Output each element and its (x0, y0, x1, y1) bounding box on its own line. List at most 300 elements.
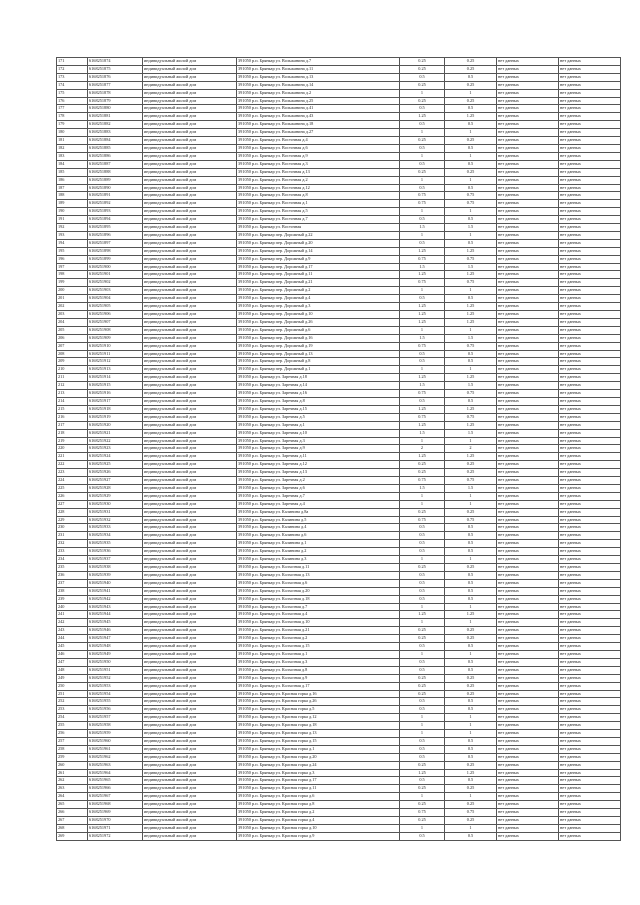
row-number-cell: 179 (57, 121, 88, 129)
object-address-cell: 391050 р.п. Брянкар ул. Вольжанина д.27 (237, 129, 400, 137)
table-row (57, 397, 621, 405)
status-2-cell: нет данных (559, 231, 621, 239)
value-1-cell: 0.25 (400, 97, 445, 105)
row-number-cell: 215 (57, 405, 88, 413)
object-code-cell: 6168251901 (88, 271, 143, 279)
object-address-cell: 391050 р.п. Брянкар ул. Вольжанина д.13 (237, 73, 400, 81)
object-code-cell: 6168251945 (88, 619, 143, 627)
value-1-cell: 0.5 (400, 144, 445, 152)
object-code-cell: 6168251885 (88, 144, 143, 152)
value-1-cell: 0.5 (400, 753, 445, 761)
table-row (57, 271, 621, 279)
table-row (57, 753, 621, 761)
value-2-cell: 1 (445, 231, 497, 239)
status-2-cell: нет данных (559, 168, 621, 176)
object-address-cell: 391050 р.п. Брянкар ул. Красная горка д.11 (237, 785, 400, 793)
row-number-cell: 259 (57, 753, 88, 761)
row-number-cell: 182 (57, 144, 88, 152)
object-type-cell: индивидуальный жилой дом (143, 429, 237, 437)
object-code-cell: 6168251900 (88, 263, 143, 271)
row-number-cell: 242 (57, 619, 88, 627)
table-row (57, 239, 621, 247)
value-1-cell: 0.25 (400, 627, 445, 635)
table-row (57, 650, 621, 658)
value-2-cell: 1 (445, 650, 497, 658)
table-row (57, 643, 621, 651)
table-row (57, 121, 621, 129)
row-number-cell: 214 (57, 397, 88, 405)
row-number-cell: 177 (57, 105, 88, 113)
status-2-cell: нет данных (559, 176, 621, 184)
object-code-cell: 6168251916 (88, 390, 143, 398)
object-code-cell: 6168251956 (88, 706, 143, 714)
status-1-cell: нет данных (497, 524, 559, 532)
status-1-cell: нет данных (497, 73, 559, 81)
object-type-cell: индивидуальный жилой дом (143, 508, 237, 516)
status-1-cell: нет данных (497, 405, 559, 413)
value-1-cell: 1 (400, 231, 445, 239)
object-type-cell: индивидуальный жилой дом (143, 263, 237, 271)
status-2-cell: нет данных (559, 121, 621, 129)
status-2-cell: нет данных (559, 619, 621, 627)
value-1-cell: 1.25 (400, 405, 445, 413)
row-number-cell: 226 (57, 492, 88, 500)
status-2-cell: нет данных (559, 279, 621, 287)
value-1-cell: 0.5 (400, 643, 445, 651)
status-2-cell: нет данных (559, 682, 621, 690)
object-code-cell: 6168251969 (88, 809, 143, 817)
row-number-cell: 191 (57, 216, 88, 224)
status-1-cell: нет данных (497, 208, 559, 216)
status-2-cell: нет данных (559, 809, 621, 817)
object-type-cell: индивидуальный жилой дом (143, 619, 237, 627)
table-row (57, 168, 621, 176)
status-1-cell: нет данных (497, 769, 559, 777)
status-2-cell: нет данных (559, 113, 621, 121)
object-type-cell: индивидуальный жилой дом (143, 152, 237, 160)
value-2-cell: 1.5 (445, 334, 497, 342)
table-row (57, 208, 621, 216)
object-code-cell: 6168251920 (88, 421, 143, 429)
value-1-cell: 0.25 (400, 682, 445, 690)
value-2-cell: 1 (445, 500, 497, 508)
status-1-cell: нет данных (497, 413, 559, 421)
object-type-cell: индивидуальный жилой дом (143, 484, 237, 492)
value-2-cell: 1 (445, 287, 497, 295)
status-2-cell: нет данных (559, 824, 621, 832)
row-number-cell: 207 (57, 342, 88, 350)
object-type-cell: индивидуальный жилой дом (143, 524, 237, 532)
object-type-cell: индивидуальный жилой дом (143, 698, 237, 706)
status-2-cell: нет данных (559, 635, 621, 643)
object-address-cell: 391050 р.п. Брянкар ул. Восточная д.4 (237, 137, 400, 145)
value-1-cell: 0.25 (400, 461, 445, 469)
status-1-cell: нет данных (497, 366, 559, 374)
value-2-cell: 0.25 (445, 97, 497, 105)
table-row (57, 366, 621, 374)
value-2-cell: 1.5 (445, 224, 497, 232)
object-type-cell: индивидуальный жилой дом (143, 413, 237, 421)
object-type-cell: индивидуальный жилой дом (143, 650, 237, 658)
table-row (57, 405, 621, 413)
table-row (57, 255, 621, 263)
row-number-cell: 178 (57, 113, 88, 121)
value-2-cell: 0.75 (445, 413, 497, 421)
value-2-cell: 0.25 (445, 635, 497, 643)
value-2-cell: 1.25 (445, 311, 497, 319)
status-1-cell: нет данных (497, 311, 559, 319)
value-1-cell: 1 (400, 793, 445, 801)
status-2-cell: нет данных (559, 105, 621, 113)
value-2-cell: 0.25 (445, 627, 497, 635)
row-number-cell: 232 (57, 540, 88, 548)
status-2-cell: нет данных (559, 255, 621, 263)
object-type-cell: индивидуальный жилой дом (143, 374, 237, 382)
table-row (57, 532, 621, 540)
object-address-cell: 391050 р.п. Брянкар ул. Колхозная д.3 (237, 658, 400, 666)
value-1-cell: 0.25 (400, 58, 445, 66)
object-type-cell: индивидуальный жилой дом (143, 737, 237, 745)
object-address-cell: 391050 р.п. Брянкар ул. Красная горка д.18 (237, 722, 400, 730)
value-2-cell: 1.25 (445, 271, 497, 279)
value-1-cell: 1.25 (400, 247, 445, 255)
status-2-cell: нет данных (559, 303, 621, 311)
value-1-cell: 0.5 (400, 216, 445, 224)
object-type-cell: индивидуальный жилой дом (143, 643, 237, 651)
object-type-cell: индивидуальный жилой дом (143, 326, 237, 334)
value-2-cell: 1.25 (445, 611, 497, 619)
object-type-cell: индивидуальный жилой дом (143, 144, 237, 152)
status-2-cell: нет данных (559, 477, 621, 485)
value-1-cell: 0.25 (400, 137, 445, 145)
status-1-cell: нет данных (497, 548, 559, 556)
status-1-cell: нет данных (497, 587, 559, 595)
object-type-cell: индивидуальный жилой дом (143, 65, 237, 73)
object-code-cell: 6168251970 (88, 817, 143, 825)
value-1-cell: 0.5 (400, 121, 445, 129)
object-code-cell: 6168251952 (88, 674, 143, 682)
value-1-cell: 1 (400, 619, 445, 627)
row-number-cell: 206 (57, 334, 88, 342)
row-number-cell: 251 (57, 690, 88, 698)
value-2-cell: 0.75 (445, 516, 497, 524)
row-number-cell: 247 (57, 658, 88, 666)
object-code-cell: 6168251894 (88, 216, 143, 224)
status-2-cell: нет данных (559, 627, 621, 635)
status-1-cell: нет данных (497, 358, 559, 366)
table-row (57, 477, 621, 485)
object-address-cell: 391050 р.п. Брянкар ул. Заречная д.11 (237, 453, 400, 461)
value-2-cell: 1 (445, 793, 497, 801)
object-type-cell: индивидуальный жилой дом (143, 89, 237, 97)
status-1-cell: нет данных (497, 737, 559, 745)
register-page (56, 57, 596, 841)
object-address-cell: 391050 р.п. Брянкар ул. Заречная д.4 (237, 500, 400, 508)
table-row (57, 160, 621, 168)
table-row (57, 65, 621, 73)
value-1-cell: 1 (400, 152, 445, 160)
value-1-cell: 0.25 (400, 801, 445, 809)
status-2-cell: нет данных (559, 532, 621, 540)
object-address-cell: 391050 р.п. Брянкар ул. Калинина д.1 (237, 540, 400, 548)
status-2-cell: нет данных (559, 445, 621, 453)
value-2-cell: 0.75 (445, 255, 497, 263)
value-2-cell: 1.25 (445, 113, 497, 121)
object-code-cell: 6168251875 (88, 65, 143, 73)
object-address-cell: 391050 р.п. Брянкар пер. Дорожный д.26 (237, 318, 400, 326)
table-row (57, 824, 621, 832)
object-type-cell: индивидуальный жилой дом (143, 216, 237, 224)
status-2-cell: нет данных (559, 374, 621, 382)
row-number-cell: 203 (57, 311, 88, 319)
status-2-cell: нет данных (559, 650, 621, 658)
object-code-cell: 6168251888 (88, 168, 143, 176)
value-2-cell: 0.5 (445, 540, 497, 548)
object-address-cell: 391050 р.п. Брянкар пер. Дорожный д.4 (237, 295, 400, 303)
object-address-cell: 391050 р.п. Брянкар ул. Восточная д.6 (237, 144, 400, 152)
object-address-cell: 391050 р.п. Брянкар ул. Восточная д.8 (237, 192, 400, 200)
object-code-cell: 6168251915 (88, 382, 143, 390)
object-code-cell: 6168251874 (88, 58, 143, 66)
value-2-cell: 0.75 (445, 390, 497, 398)
value-2-cell: 1.5 (445, 484, 497, 492)
row-number-cell: 217 (57, 421, 88, 429)
object-address-cell: 391050 р.п. Брянкар ул. Красная горка д.8 (237, 801, 400, 809)
object-address-cell: 391050 р.п. Брянкар пер. Дорожный д.13 (237, 350, 400, 358)
value-2-cell: 0.25 (445, 137, 497, 145)
value-1-cell: 1 (400, 208, 445, 216)
value-2-cell: 0.25 (445, 785, 497, 793)
value-2-cell: 2 (445, 445, 497, 453)
object-address-cell: 391050 р.п. Брянкар ул. Колхозная д.21 (237, 627, 400, 635)
table-row (57, 184, 621, 192)
status-1-cell: нет данных (497, 318, 559, 326)
object-address-cell: 391050 р.п. Брянкар ул. Красная горка д.16 (237, 690, 400, 698)
table-row (57, 263, 621, 271)
status-2-cell: нет данных (559, 200, 621, 208)
status-1-cell: нет данных (497, 595, 559, 603)
object-type-cell: индивидуальный жилой дом (143, 745, 237, 753)
object-type-cell: индивидуальный жилой дом (143, 358, 237, 366)
table-row (57, 58, 621, 66)
status-2-cell: нет данных (559, 564, 621, 572)
status-2-cell: нет данных (559, 492, 621, 500)
object-type-cell: индивидуальный жилой дом (143, 658, 237, 666)
value-1-cell: 0.5 (400, 777, 445, 785)
object-type-cell: индивидуальный жилой дом (143, 690, 237, 698)
status-2-cell: нет данных (559, 81, 621, 89)
status-2-cell: нет данных (559, 184, 621, 192)
value-2-cell: 0.25 (445, 58, 497, 66)
row-number-cell: 246 (57, 650, 88, 658)
value-1-cell: 2 (400, 445, 445, 453)
object-code-cell: 6168251960 (88, 737, 143, 745)
value-1-cell: 1 (400, 176, 445, 184)
object-type-cell: индивидуальный жилой дом (143, 611, 237, 619)
object-code-cell: 6168251907 (88, 318, 143, 326)
object-type-cell: индивидуальный жилой дом (143, 824, 237, 832)
status-2-cell: нет данных (559, 405, 621, 413)
value-1-cell: 0.5 (400, 532, 445, 540)
object-type-cell: индивидуальный жилой дом (143, 627, 237, 635)
value-1-cell: 1 (400, 326, 445, 334)
object-type-cell: индивидуальный жилой дом (143, 706, 237, 714)
object-type-cell: индивидуальный жилой дом (143, 635, 237, 643)
object-type-cell: индивидуальный жилой дом (143, 674, 237, 682)
object-address-cell: 391050 р.п. Брянкар ул. Калинина д.4 (237, 524, 400, 532)
row-number-cell: 243 (57, 627, 88, 635)
object-type-cell: индивидуальный жилой дом (143, 801, 237, 809)
object-type-cell: индивидуальный жилой дом (143, 579, 237, 587)
status-1-cell: нет данных (497, 160, 559, 168)
object-address-cell: 391050 р.п. Брянкар ул. Восточная д.3 (237, 160, 400, 168)
status-1-cell: нет данных (497, 421, 559, 429)
value-2-cell: 1.5 (445, 429, 497, 437)
row-number-cell: 213 (57, 390, 88, 398)
status-1-cell: нет данных (497, 571, 559, 579)
table-row (57, 556, 621, 564)
row-number-cell: 223 (57, 469, 88, 477)
value-1-cell: 0.5 (400, 666, 445, 674)
table-row (57, 421, 621, 429)
object-code-cell: 6168251946 (88, 627, 143, 635)
object-address-cell: 391050 р.п. Брянкар ул. Вольжанина д.25 (237, 97, 400, 105)
value-1-cell: 0.75 (400, 279, 445, 287)
value-2-cell: 1 (445, 603, 497, 611)
value-2-cell: 0.5 (445, 144, 497, 152)
status-2-cell: нет данных (559, 706, 621, 714)
object-type-cell: индивидуальный жилой дом (143, 121, 237, 129)
object-type-cell: индивидуальный жилой дом (143, 405, 237, 413)
value-1-cell: 1.25 (400, 453, 445, 461)
status-1-cell: нет данных (497, 231, 559, 239)
status-1-cell: нет данных (497, 239, 559, 247)
row-number-cell: 228 (57, 508, 88, 516)
value-2-cell: 0.5 (445, 666, 497, 674)
table-row (57, 666, 621, 674)
object-type-cell: индивидуальный жилой дом (143, 58, 237, 66)
status-1-cell: нет данных (497, 603, 559, 611)
object-type-cell: индивидуальный жилой дом (143, 192, 237, 200)
value-1-cell: 1.5 (400, 263, 445, 271)
status-1-cell: нет данных (497, 113, 559, 121)
row-number-cell: 184 (57, 160, 88, 168)
row-number-cell: 220 (57, 445, 88, 453)
value-2-cell: 0.25 (445, 461, 497, 469)
value-1-cell: 0.5 (400, 358, 445, 366)
value-1-cell: 0.5 (400, 295, 445, 303)
status-1-cell: нет данных (497, 263, 559, 271)
row-number-cell: 174 (57, 81, 88, 89)
object-type-cell: индивидуальный жилой дом (143, 231, 237, 239)
value-2-cell: 0.5 (445, 532, 497, 540)
value-1-cell: 1 (400, 366, 445, 374)
object-type-cell: индивидуальный жилой дом (143, 271, 237, 279)
value-2-cell: 1 (445, 730, 497, 738)
value-2-cell: 0.75 (445, 200, 497, 208)
object-code-cell: 6168251933 (88, 524, 143, 532)
status-2-cell: нет данных (559, 579, 621, 587)
table-row (57, 326, 621, 334)
status-1-cell: нет данных (497, 390, 559, 398)
object-code-cell: 6168251967 (88, 793, 143, 801)
object-type-cell: индивидуальный жилой дом (143, 500, 237, 508)
value-1-cell: 0.5 (400, 73, 445, 81)
status-1-cell: нет данных (497, 279, 559, 287)
object-address-cell: 391050 р.п. Брянкар ул. Вольжанина д.11 (237, 65, 400, 73)
value-2-cell: 0.25 (445, 674, 497, 682)
object-type-cell: индивидуальный жилой дом (143, 793, 237, 801)
object-address-cell: 391050 р.п. Брянкар ул. Вольжанина д.7 (237, 58, 400, 66)
status-2-cell: нет данных (559, 730, 621, 738)
row-number-cell: 176 (57, 97, 88, 105)
table-row (57, 595, 621, 603)
table-row (57, 413, 621, 421)
row-number-cell: 266 (57, 809, 88, 817)
status-1-cell: нет данных (497, 247, 559, 255)
object-type-cell: индивидуальный жилой дом (143, 595, 237, 603)
status-2-cell: нет данных (559, 643, 621, 651)
object-type-cell: индивидуальный жилой дом (143, 97, 237, 105)
object-type-cell: индивидуальный жилой дом (143, 295, 237, 303)
status-1-cell: нет данных (497, 745, 559, 753)
value-1-cell: 1 (400, 287, 445, 295)
row-number-cell: 229 (57, 516, 88, 524)
row-number-cell: 192 (57, 224, 88, 232)
table-row (57, 200, 621, 208)
object-code-cell: 6168251951 (88, 666, 143, 674)
value-1-cell: 0.5 (400, 239, 445, 247)
status-2-cell: нет данных (559, 461, 621, 469)
value-1-cell: 0.5 (400, 745, 445, 753)
value-2-cell: 0.5 (445, 184, 497, 192)
row-number-cell: 267 (57, 817, 88, 825)
table-row (57, 540, 621, 548)
status-1-cell: нет данных (497, 342, 559, 350)
object-type-cell: индивидуальный жилой дом (143, 303, 237, 311)
object-address-cell: 391050 р.п. Брянкар ул. Заречная д.8 (237, 397, 400, 405)
value-2-cell: 0.5 (445, 121, 497, 129)
row-number-cell: 248 (57, 666, 88, 674)
value-1-cell: 1.5 (400, 334, 445, 342)
object-address-cell: 391050 р.п. Брянкар ул. Красная горка д.1 (237, 745, 400, 753)
status-2-cell: нет данных (559, 350, 621, 358)
object-address-cell: 391050 р.п. Брянкар ул. Колхозная д.7 (237, 603, 400, 611)
object-type-cell: индивидуальный жилой дом (143, 556, 237, 564)
table-row (57, 619, 621, 627)
status-1-cell: нет данных (497, 722, 559, 730)
status-2-cell: нет данных (559, 97, 621, 105)
object-code-cell: 6168251876 (88, 73, 143, 81)
object-type-cell: индивидуальный жилой дом (143, 311, 237, 319)
object-address-cell: 391050 р.п. Брянкар ул. Вольжанина д.18 (237, 121, 400, 129)
status-2-cell: нет данных (559, 239, 621, 247)
object-code-cell: 6168251884 (88, 137, 143, 145)
table-row (57, 809, 621, 817)
table-row (57, 714, 621, 722)
object-type-cell: индивидуальный жилой дом (143, 445, 237, 453)
object-type-cell: индивидуальный жилой дом (143, 247, 237, 255)
object-type-cell: индивидуальный жилой дом (143, 587, 237, 595)
object-code-cell: 6168251899 (88, 255, 143, 263)
row-number-cell: 238 (57, 587, 88, 595)
value-2-cell: 0.5 (445, 753, 497, 761)
status-2-cell: нет данных (559, 587, 621, 595)
object-code-cell: 6168251905 (88, 303, 143, 311)
status-2-cell: нет данных (559, 753, 621, 761)
object-address-cell: 391050 р.п. Брянкар ул. Колхозная д.9 (237, 674, 400, 682)
status-1-cell: нет данных (497, 168, 559, 176)
